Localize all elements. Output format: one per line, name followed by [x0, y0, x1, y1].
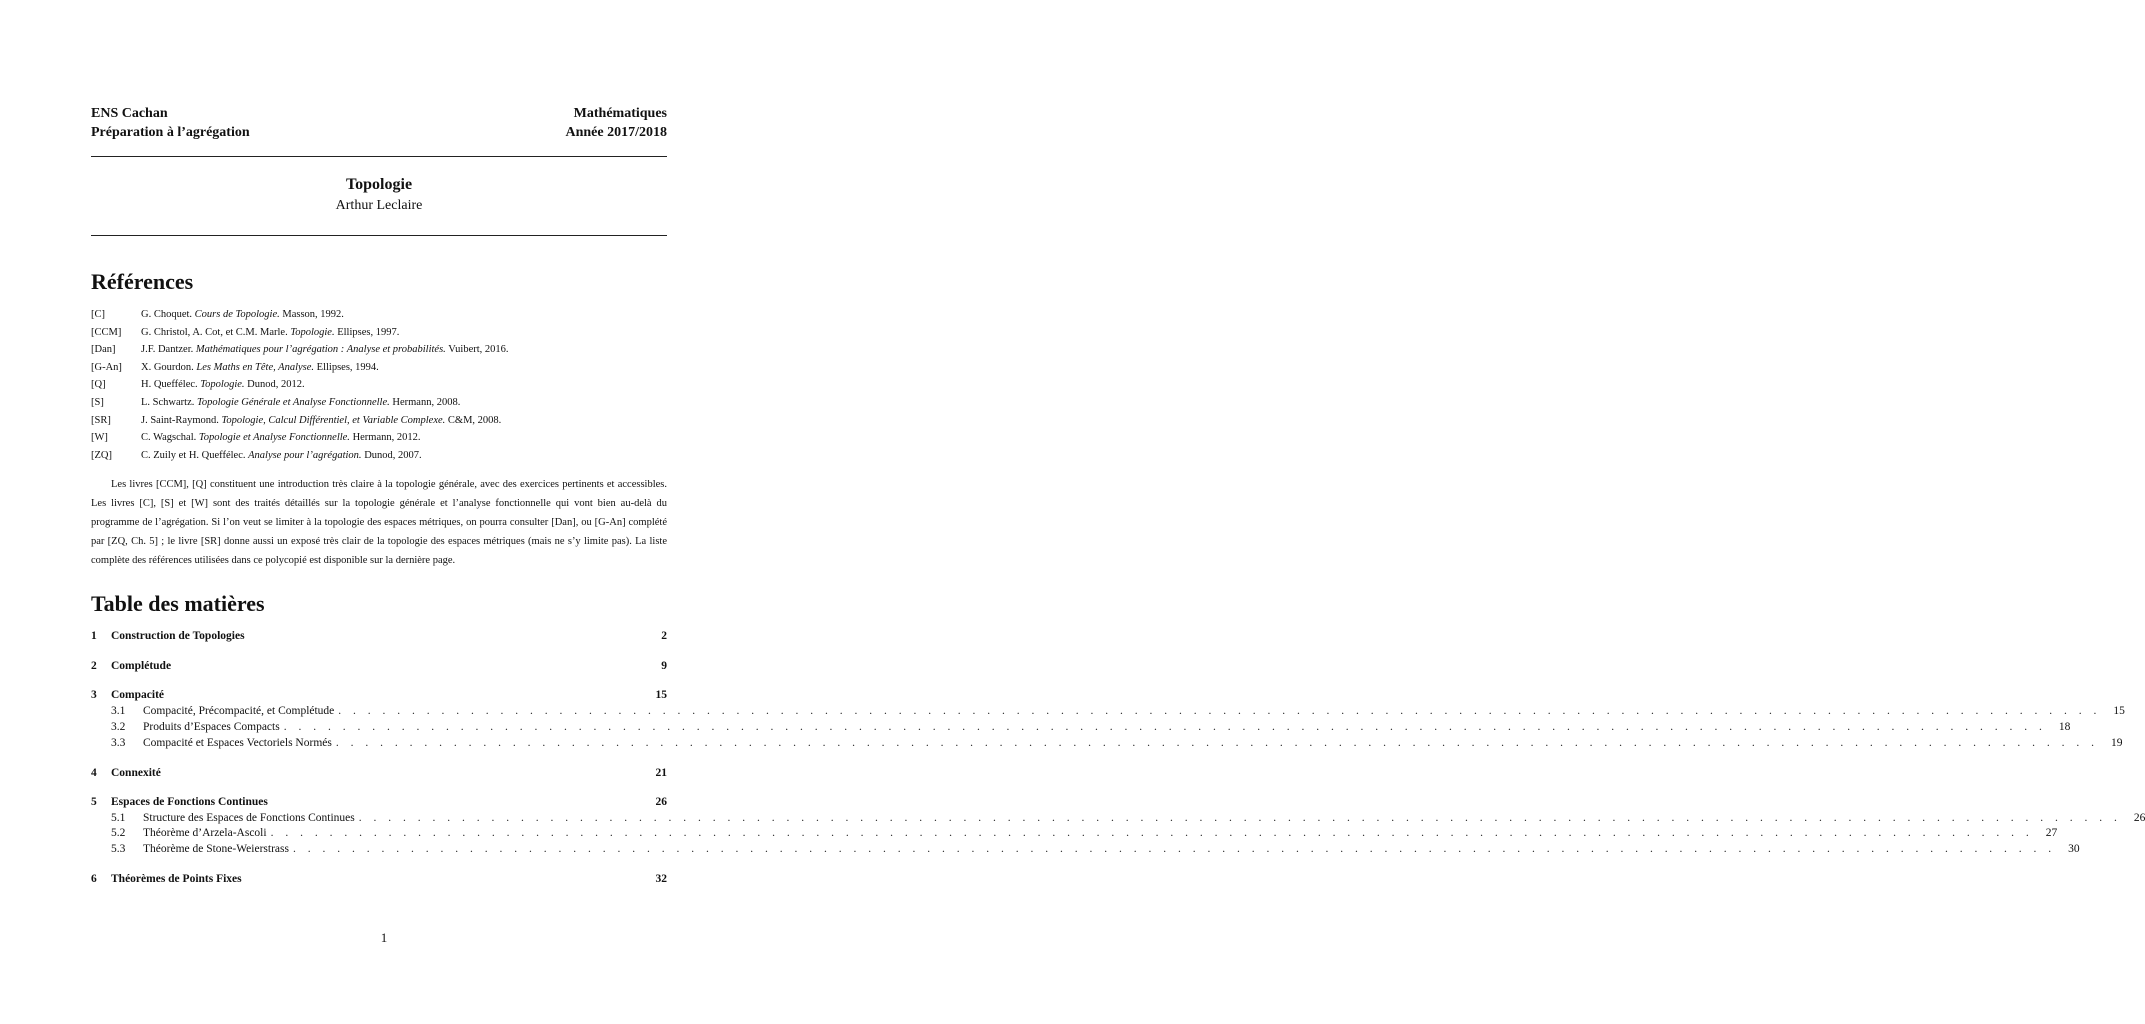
reference-text — [141, 324, 399, 342]
reference-text — [141, 447, 422, 465]
page-header — [91, 104, 667, 142]
reference-title: Topologie et Analyse Fonctionnelle. — [198, 432, 350, 444]
toc-subsection-page: 19 — [2110, 736, 2123, 749]
toc-subsection-page: 27 — [2045, 827, 2058, 840]
toc-section-title: Connexité — [111, 766, 161, 779]
reference-publisher: C&M, 2008. — [447, 414, 502, 426]
reference-publisher: Masson, 1992. — [282, 309, 344, 320]
toc-leader-dots: . . . . . . . . . . . . . . . . . . . . . . . . . . . . . . . . . . . . . . . . . . . . . . . . . . . . . . . . . . . . . . . . . . . . . . . . . . . . . . . . . . . . . . . . . . . . . . . . . . . . . . . . . . . . . . . . . . . . . . . . — [270, 827, 2034, 840]
toc-subsection[interactable] — [91, 704, 2125, 720]
reference-text — [141, 341, 509, 359]
reference-item — [91, 359, 667, 377]
toc-leader-dots: . . . . . . . . . . . . . . . . . . . . . . . . . . . . . . . . . . . . . . . . . . . . . . . . . . . . . . . . . . . . . . . . . . . . . . . . . . . . . . . . . . . . . . . . . . . . . . . . . . . . . . . . . . . . . . . . . . . . . . . . — [338, 704, 2101, 717]
toc-subsection[interactable] — [91, 811, 2145, 827]
reference-key: [SR] — [91, 414, 111, 426]
toc-subsection-number: 3.1 — [111, 704, 126, 717]
toc-subsection-number: 5.2 — [111, 827, 126, 840]
reference-item — [91, 412, 667, 430]
toc-subsection-title: Théorème d’Arzela-Ascoli — [143, 827, 267, 840]
toc-subsection[interactable] — [91, 826, 2058, 842]
toc-subsection-page: 30 — [2068, 843, 2080, 856]
page-number: 1 — [380, 930, 388, 945]
toc-section[interactable] — [91, 629, 667, 645]
header-right — [566, 104, 668, 142]
toc-subsection[interactable] — [91, 720, 2071, 736]
toc-section-page: 32 — [655, 873, 667, 886]
reference-item — [91, 341, 667, 359]
toc-leader-dots: . . . . . . . . . . . . . . . . . . . . . . . . . . . . . . . . . . . . . . . . . . . . . . . . . . . . . . . . . . . . . . . . . . . . . . . . . . . . . . . . . . . . . . . . . . . . . . . . . . . . . . . . . . . . . . . . . . . . . . . . — [358, 811, 2122, 824]
reference-publisher: Ellipses, 1997. — [337, 326, 400, 338]
reference-publisher: Hermann, 2012. — [352, 432, 421, 444]
reference-key: [Q] — [91, 379, 106, 391]
reference-item — [91, 376, 667, 394]
reference-title: Cours de Topologie. — [194, 309, 280, 320]
toc-section-page: 21 — [655, 766, 667, 779]
toc-section[interactable] — [91, 688, 667, 704]
reference-item — [91, 429, 667, 447]
reference-authors: C. Wagschal. — [141, 432, 197, 444]
course-name: Préparation à l’agrégation — [91, 125, 250, 140]
reference-key: [G-An] — [91, 361, 122, 373]
reference-key: [ZQ] — [91, 449, 112, 461]
toc-section-page: 2 — [661, 630, 667, 643]
reference-item — [91, 447, 667, 465]
reference-text — [141, 412, 501, 430]
toc-subsection[interactable] — [91, 736, 2123, 752]
reference-key: [C] — [91, 309, 105, 320]
toc-section-title: Espaces de Fonctions Continues — [111, 796, 268, 809]
references-heading: Références — [91, 269, 194, 294]
author: Arthur Leclaire — [335, 198, 423, 213]
toc-section-number: 2 — [91, 659, 97, 672]
reference-publisher: Dunod, 2007. — [364, 449, 422, 461]
toc-subsection-title: Compacité, Précompacité, et Complétude — [143, 704, 335, 717]
toc-section-page: 9 — [661, 659, 667, 672]
reference-title: Les Maths en Tête, Analyse. — [196, 361, 315, 373]
reference-title: Topologie. — [290, 326, 335, 338]
reference-title: Topologie, Calcul Différentiel, et Variable Complexe. — [221, 414, 446, 426]
toc-subsection-number: 5.1 — [111, 811, 126, 824]
reference-text — [141, 359, 379, 377]
title-rule — [91, 235, 667, 236]
reference-authors: G. Christol, A. Cot, et C.M. Marle. — [141, 326, 288, 338]
toc-subsection-number: 5.3 — [111, 843, 126, 856]
reference-authors: L. Schwartz. — [141, 396, 195, 408]
toc-section[interactable] — [91, 766, 667, 782]
toc-subsection-page: 26 — [2133, 811, 2145, 824]
toc-section-page: 26 — [655, 796, 667, 809]
document-title: Topologie — [345, 176, 413, 193]
reference-authors: J.F. Dantzer. — [141, 344, 194, 356]
reference-item — [91, 394, 667, 412]
reference-title: Topologie Générale et Analyse Fonctionnelle. — [196, 396, 390, 408]
reference-list — [91, 306, 667, 464]
reference-title: Topologie. — [200, 379, 245, 391]
reference-key: [Dan] — [91, 344, 116, 356]
table-of-contents — [91, 629, 2145, 887]
references-paragraph: Les livres [CCM], [Q] constituent une introduction très claire à la topologie générale, avec des exercices pertinents et accessibles. Les livres [C], [S] et [W] sont des traités détaillés sur la topologie générale et l’analyse fonctionnelle qui vont bien au-delà du programme de l’agrégation. Si l’on veut se limiter à la topologie des espaces métriques, on pourra consulter [Dan], ou [G-An] complété par [ZQ, Ch. 5] ; le livre [SR] donne aussi un exposé très clair de la topologie des espaces métriques (mais ne s’y limite pas). La liste complète des références utilisées dans ce polycopié est disponible sur la dernière page. — [91, 479, 667, 566]
toc-leader-dots: . . . . . . . . . . . . . . . . . . . . . . . . . . . . . . . . . . . . . . . . . . . . . . . . . . . . . . . . . . . . . . . . . . . . . . . . . . . . . . . . . . . . . . . . . . . . . . . . . . . . . . . . . . . . . . . . . . . . . . . . — [335, 736, 2099, 749]
document-page — [91, 104, 2145, 888]
toc-section[interactable] — [91, 659, 667, 675]
toc-section[interactable] — [91, 872, 667, 888]
toc-subsection-title: Compacité et Espaces Vectoriels Normés — [143, 736, 332, 749]
toc-subsection-title: Structure des Espaces de Fonctions Continues — [143, 811, 355, 824]
title-block — [91, 157, 667, 235]
reference-text — [141, 394, 460, 412]
toc-section-title: Construction de Topologies — [111, 630, 245, 643]
reference-publisher: Ellipses, 1994. — [316, 361, 379, 373]
reference-authors: G. Choquet. — [141, 309, 193, 320]
reference-item — [91, 324, 667, 342]
reference-publisher: Vuibert, 2016. — [448, 344, 509, 356]
toc-subsection-title: Produits d’Espaces Compacts — [143, 720, 280, 733]
toc-section[interactable] — [91, 795, 667, 811]
reference-text — [141, 376, 305, 394]
subject: Mathématiques — [573, 106, 667, 121]
reference-text — [141, 429, 421, 447]
toc-section-number: 5 — [91, 796, 97, 809]
reference-publisher: Dunod, 2012. — [247, 379, 305, 391]
toc-section-number: 1 — [91, 630, 97, 643]
reference-authors: H. Queffélec. — [141, 379, 198, 391]
toc-section-number: 4 — [91, 766, 97, 779]
toc-leader-dots: . . . . . . . . . . . . . . . . . . . . . . . . . . . . . . . . . . . . . . . . . . . . . . . . . . . . . . . . . . . . . . . . . . . . . . . . . . . . . . . . . . . . . . . . . . . . . . . . . . . . . . . . . . . . . . . . . . . . . . . . — [283, 720, 2047, 733]
toc-section-title: Complétude — [111, 659, 172, 672]
institution: ENS Cachan — [91, 106, 168, 121]
toc-section-number: 6 — [91, 873, 97, 886]
toc-section-number: 3 — [91, 689, 97, 702]
toc-subsection-title: Théorème de Stone-Weierstrass — [143, 843, 289, 856]
reference-authors: C. Zuily et H. Queffélec. — [141, 449, 246, 461]
toc-subsection-page: 15 — [2113, 704, 2125, 717]
toc-subsection-number: 3.2 — [111, 720, 126, 733]
reference-publisher: Hermann, 2008. — [392, 396, 461, 408]
reference-key: [W] — [91, 432, 108, 444]
reference-authors: X. Gourdon. — [141, 361, 194, 373]
toc-section-title: Compacité — [111, 689, 165, 702]
toc-leader-dots: . . . . . . . . . . . . . . . . . . . . . . . . . . . . . . . . . . . . . . . . . . . . . . . . . . . . . . . . . . . . . . . . . . . . . . . . . . . . . . . . . . . . . . . . . . . . . . . . . . . . . . . . . . . . . . . . . . . . . . . . — [292, 843, 2056, 856]
toc-heading: Table des matières — [91, 591, 265, 617]
toc-subsection[interactable] — [91, 842, 2080, 858]
header-left — [91, 104, 250, 142]
reference-key: [S] — [91, 396, 104, 408]
reference-text — [141, 306, 344, 324]
toc-section-page: 15 — [655, 689, 667, 702]
reference-authors: J. Saint-Raymond. — [141, 414, 219, 426]
reference-item — [91, 306, 667, 324]
toc-section-title: Théorèmes de Points Fixes — [111, 873, 242, 886]
academic-year: Année 2017/2018 — [565, 125, 667, 140]
toc-subsection-number: 3.3 — [111, 736, 126, 749]
toc-subsection-page: 18 — [2058, 720, 2071, 733]
reference-title: Mathématiques pour l’agrégation : Analyse et probabilités. — [195, 344, 446, 356]
reference-title: Analyse pour l’agrégation. — [248, 449, 362, 461]
reference-key: [CCM] — [91, 326, 122, 338]
